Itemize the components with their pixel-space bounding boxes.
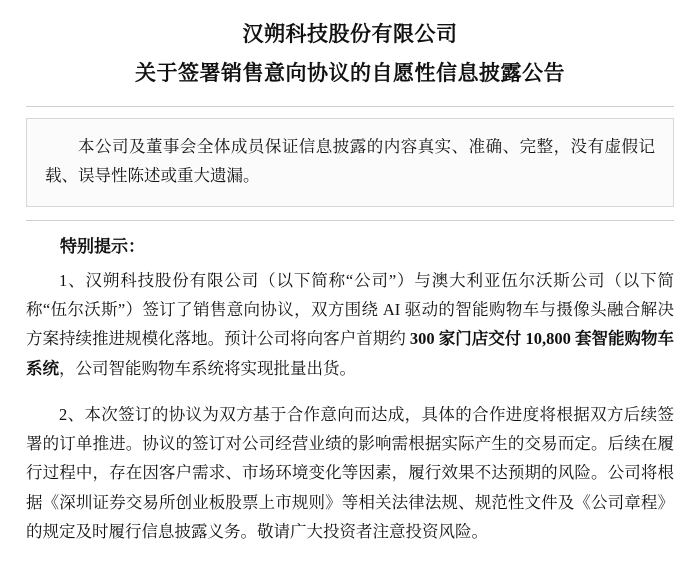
paragraph-1-text-b: ，公司智能购物车系统将实现批量出货。 <box>59 358 356 378</box>
notice-divider <box>26 220 674 221</box>
disclosure-notice-box <box>26 118 674 207</box>
paragraph-1-highlight: 300 家门店交付 10,800 套智能购物车系统 <box>26 329 675 378</box>
paragraph-1 <box>26 266 674 383</box>
disclosure-notice-text: 本公司及董事会全体成员保证信息披露的内容真实、准确、完整，没有虚假记载、误导性陈述或重大遗漏。 <box>45 137 655 185</box>
document-title-block <box>26 14 674 89</box>
document-body <box>26 233 674 547</box>
title-divider <box>26 106 674 107</box>
special-notice-heading: 特别提示： <box>60 236 145 256</box>
company-name-title: 汉朔科技股份有限公司 <box>242 22 458 46</box>
paragraph-2: 2、本次签订的协议为双方基于合作意向而达成，具体的合作进度将根据双方后续签署的订单推进。协议的签订对公司经营业绩的影响需根据实际产生的交易而定。后续在履行过程中，存在因客户需求、市场环境变化等因素，履行效果不达预期的风险。公司将根据《深圳证券交易所创业板股票上市规则》等相关法律法规、规范性文件及《公司章程》的规定及时履行信息披露义务。敬请广大投资者注意投资风险。 <box>26 404 674 542</box>
paragraph-1-text-a: 1、汉朔科技股份有限公司（以下简称“公司”）与澳大利亚伍尔沃斯公司（以下简称“伍尔沃斯”）签订了销售意向协议，双方围绕 AI 驱动的智能购物车与摄像头融合解决方案持续推进规模化落地。预计公司将向客户首期约 <box>26 270 674 349</box>
announcement-title: 关于签署销售意向协议的自愿性信息披露公告 <box>135 60 565 85</box>
